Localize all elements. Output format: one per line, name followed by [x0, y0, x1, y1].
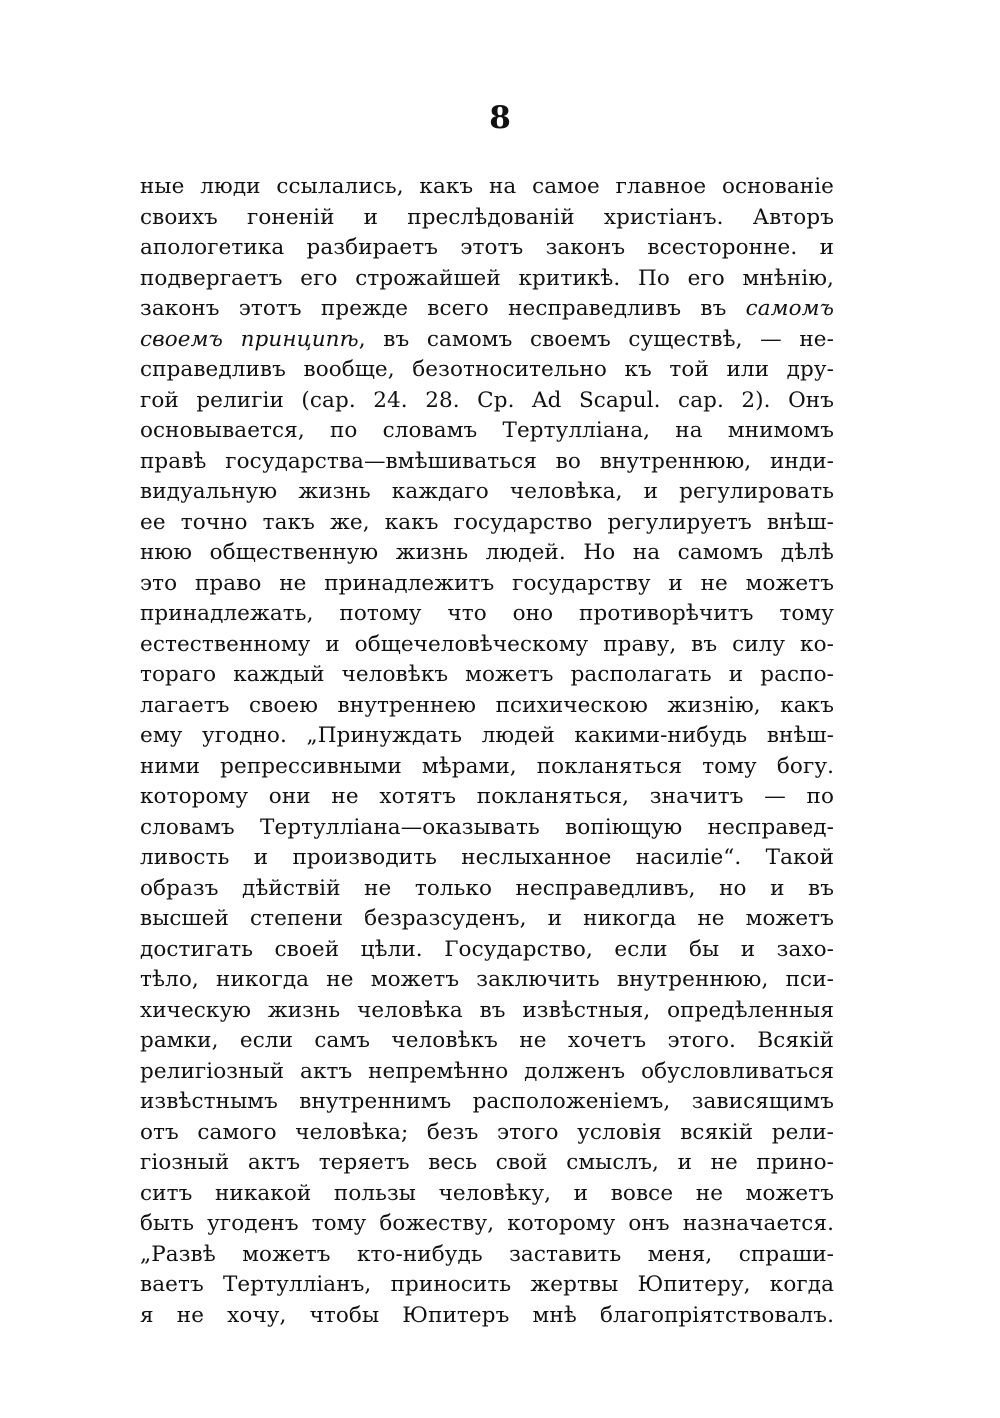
text-line: правѣ государства—вмѣшиваться во внутреннюю, инди- — [140, 448, 834, 474]
text-line: ные люди ссылались, какъ на самое главное основаніе — [140, 174, 834, 199]
italic-segment: самомъ — [745, 296, 834, 321]
text-line: которому они не хотятъ покланяться, значитъ — по — [140, 784, 834, 809]
text-line: тѣло, никогда не можетъ заключить внутреннюю, пси- — [140, 967, 834, 992]
text-line: „Развѣ можетъ кто-нибудь заставить меня, спраши- — [140, 1241, 834, 1267]
body-text — [140, 172, 834, 1331]
text-line — [140, 294, 834, 325]
text-line: достигать своей цѣли. Государство, если бы и захо- — [140, 936, 834, 962]
text-line: словамъ Тертулліана—оказывать вопіющую несправед- — [140, 814, 834, 840]
text-line — [140, 325, 834, 356]
text-line: хическую жизнь человѣка въ извѣстныя, опредѣленныя — [140, 997, 834, 1023]
text-segment: , въ самомъ своемъ существѣ, — не- — [358, 326, 834, 352]
text-line: лагаетъ своею внутреннею психическою жизнію, какъ — [140, 692, 834, 718]
text-line: ваетъ Тертулліанъ, приносить жертвы Юпитеру, когда — [140, 1272, 834, 1297]
text-line: принадлежать, потому что оно противорѣчитъ тому — [140, 601, 834, 626]
text-line: подвергаетъ его строжайшей критикѣ. По его мнѣнію, — [140, 265, 834, 291]
text-line: гіозный актъ теряетъ весь свой смыслъ, и не прино- — [140, 1150, 834, 1175]
text-segment: законъ этотъ прежде всего несправедливъ въ — [140, 296, 746, 321]
text-line: видуальную жизнь каждаго человѣка, и регулировать — [140, 479, 834, 504]
text-line: справедливъ вообще, безотносительно къ той или дру- — [140, 357, 834, 382]
text-line: ливость и производить неслыханное насиліе“. Такой — [140, 845, 834, 870]
text-line: рамки, если самъ человѣкъ не хочетъ этого. Всякій — [140, 1028, 834, 1053]
text-line: ситъ никакой пользы человѣку, и вовсе не можетъ — [140, 1180, 834, 1206]
italic-segment: своемъ принципѣ — [140, 326, 359, 352]
text-line: я не хочу, чтобы Юпитеръ мнѣ благопріятствовалъ. — [140, 1302, 834, 1328]
text-line: это право не принадлежитъ государству и не можетъ — [140, 570, 834, 596]
text-line: ними репрессивными мѣрами, покланяться тому богу. — [140, 753, 834, 779]
text-line: своихъ гоненій и преслѣдованій христіанъ. Авторъ — [140, 204, 834, 230]
text-line: основывается, по словамъ Тертулліана, на мнимомъ — [140, 418, 834, 443]
text-line: апологетика разбираетъ этотъ законъ всесторонне. и — [140, 235, 834, 260]
text-line: тораго каждый человѣкъ можетъ располагать и распо- — [140, 662, 834, 687]
page-number: 8 — [489, 100, 511, 136]
text-line: религіозный актъ непремѣнно долженъ обусловливаться — [140, 1058, 834, 1084]
text-line: нюю общественную жизнь людей. Но на самомъ дѣлѣ — [140, 540, 834, 565]
text-line: отъ самого человѣка; безъ этого условія всякій рели- — [140, 1119, 834, 1145]
text-line: естественному и общечеловѣческому праву, въ силу ко- — [140, 631, 834, 657]
text-line: ему угодно. „Принуждать людей какими-нибудь внѣш- — [140, 723, 834, 748]
text-line: быть угоденъ тому божеству, которому онъ назначается. — [140, 1211, 834, 1236]
text-line: образъ дѣйствій не только несправедливъ, но и въ — [140, 875, 834, 901]
text-line: гой религіи (cap. 24. 28. Cp. Ad Scapul. cap. 2). Онъ — [140, 387, 834, 413]
text-line: высшей степени безразсуденъ, и никогда не можетъ — [140, 906, 834, 931]
text-line: извѣстнымъ внутреннимъ расположеніемъ, зависящимъ — [140, 1089, 834, 1114]
text-line: ее точно такъ же, какъ государство регулируетъ внѣш- — [140, 509, 834, 535]
